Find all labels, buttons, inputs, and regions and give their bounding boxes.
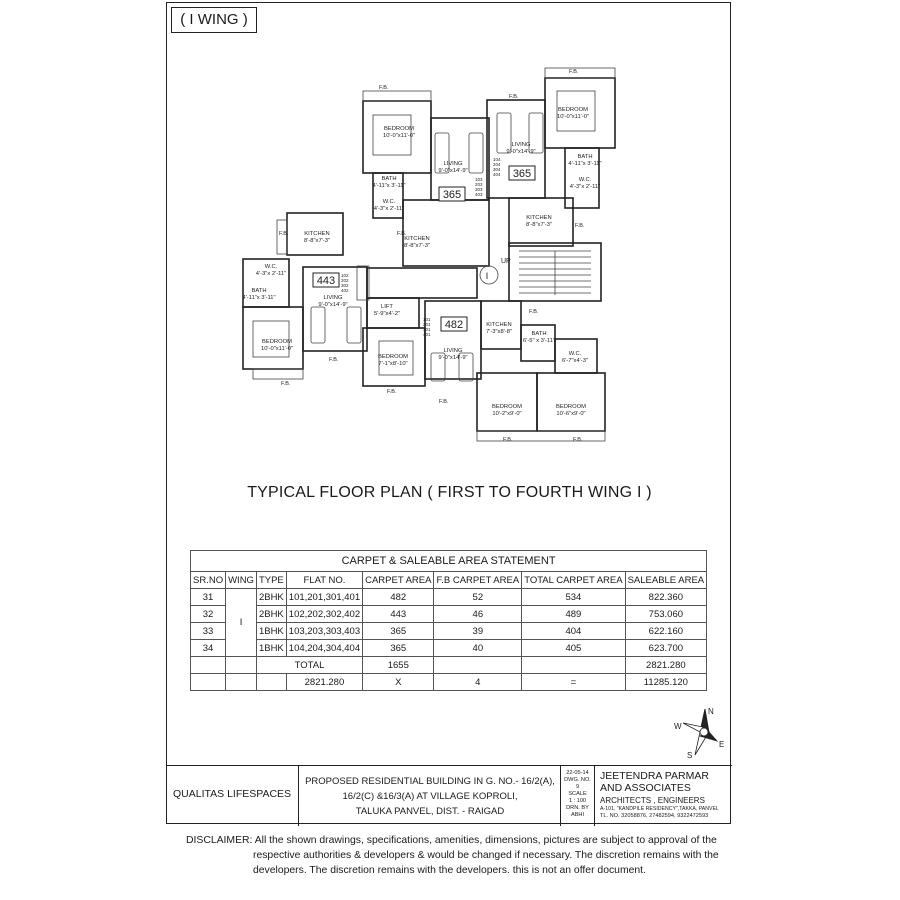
kitchen-wall [403,200,489,266]
drn-label: DRN. BY [566,805,589,811]
bedroom-wall [477,373,537,431]
cell-wing: I [226,589,257,657]
room-dim: 4'-3"x 2'-11" [569,184,601,190]
fb-label: F.B. [281,381,291,387]
room-name: KITCHEN [404,236,430,242]
stack-label: 303 [475,187,483,192]
col-header: TYPE [256,572,286,589]
cell-saleable: 623.700 [625,640,707,657]
fb-label: F.B. [503,437,513,443]
room-name: LIVING [511,142,531,148]
drn-value: ABHI [570,812,585,818]
fb-label: F.B. [529,309,539,315]
cell-calc-op: X [363,674,434,691]
stack-label: 104 [493,157,501,162]
room-dim: 5'-9"x4'-2" [374,311,400,317]
dwg-no: 9 [575,784,580,790]
firm-name: AND ASSOCIATES [600,782,691,794]
table-row [191,589,707,606]
cell-sr: 31 [191,589,226,606]
cell-saleable: 753.060 [625,606,707,623]
compass-e: E [719,740,725,749]
cell-empty [522,657,625,674]
table-row [191,623,707,640]
stack-label: 204 [493,162,501,167]
wing-circle-label: I [485,271,489,281]
cell-carpet: 365 [363,640,434,657]
drawing-date: 22-05-14 [566,770,589,776]
firm-cell [595,766,732,826]
cell-saleable: 622.160 [625,623,707,640]
drawing-info-cell [561,766,595,826]
area-statement-table [190,550,707,691]
client-name: QUALITAS LIFESPACES [173,788,292,800]
dwg-label: DWG. NO. [564,777,591,783]
room-dim: 8'-8"x7'-3" [404,243,430,249]
cell-total-label: TOTAL [256,657,362,674]
cell-total: 404 [522,623,625,640]
col-header: TOTAL CARPET AREA [522,572,625,589]
fb-label: F.B. [329,357,339,363]
cell-flats: 103,203,303,403 [286,623,362,640]
cell-total-carpet: 1655 [363,657,434,674]
table-header-row [191,572,707,589]
stack-label: 201 [423,322,431,327]
col-header: F.B CARPET AREA [434,572,522,589]
room-dim: 10'-2"x9'-0" [492,411,522,417]
lobby-wall [367,268,477,298]
cell-total-saleable: 2821.280 [625,657,707,674]
room-name: BEDROOM [378,354,408,360]
cell-sr: 33 [191,623,226,640]
room-dim: 9'-0"x14'-9" [506,149,536,155]
room-name: BEDROOM [492,404,522,410]
fb-label: F.B. [379,85,389,91]
room-dim: 7'-3"x8'-8" [486,329,512,335]
room-name: LIVING [443,348,463,354]
room-name: W.C. [568,351,582,357]
room-dim: 4'-3"x 2'-11" [373,206,405,212]
col-header: CARPET AREA [363,572,434,589]
stack-label: 402 [341,288,349,293]
cell-fb: 46 [434,606,522,623]
room-name: KITCHEN [526,215,552,221]
cell-fb: 40 [434,640,522,657]
fb-label: F.B. [573,437,583,443]
cell-total: 489 [522,606,625,623]
cell-type: 1BHK [256,640,286,657]
cell-calc-result: 11285.120 [625,674,707,691]
room-name: BATH [577,154,593,160]
room-dim: 4'-11"x 3'-11" [242,295,276,301]
table-calc-row [191,674,707,691]
col-header: SALEABLE AREA [625,572,707,589]
fb-label: F.B. [569,69,579,75]
compass-n: N [708,707,714,716]
cell-empty [226,657,257,674]
north-compass-icon [673,705,727,759]
cell-sr: 34 [191,640,226,657]
cell-empty [191,657,226,674]
room-dim: 9'-0"x14'-9" [438,355,468,361]
project-line: TALUKA PANVEL, DIST. - RAIGAD [355,806,505,817]
fb-label: F.B. [279,231,289,237]
cell-saleable: 822.360 [625,589,707,606]
fb-label: F.B. [509,94,519,100]
room-dim: 6'-5" x 3'-11" [523,338,555,344]
cell-empty [191,674,226,691]
flat-number: 365 [512,168,532,180]
firm-address: A-101, "KANDPILE RESIDENCY",TAKKA, PANVEL [600,806,719,812]
stack-label: 403 [475,192,483,197]
floor-plan [167,63,732,443]
disclaimer-line: respective authorities & developers & would be changed if necessary. The discretion remains with the [253,850,719,861]
stack-label: 304 [493,167,501,172]
cell-empty [226,674,257,691]
title-block [167,765,732,826]
col-header: WING [226,572,257,589]
room-name: KITCHEN [486,322,512,328]
room-dim: 8'-8"x7'-3" [526,222,552,228]
room-dim: 10'-0"x11'-0" [556,114,590,120]
cell-fb: 39 [434,623,522,640]
stack-label: 202 [341,278,349,283]
drawing-sheet [166,2,731,824]
room-dim: 9'-0"x14'-9" [318,302,348,308]
table-caption: CARPET & SALEABLE AREA STATEMENT [190,550,707,571]
cell-empty [434,657,522,674]
room-name: KITCHEN [304,231,330,237]
up-label: UP [501,258,511,265]
room-dim: 10'-0"x11'-0" [382,133,416,139]
flat-number: 365 [442,189,462,201]
flat-number: 482 [444,319,464,331]
room-name: BEDROOM [558,107,588,113]
cell-flats: 104,204,304,404 [286,640,362,657]
disclaimer-line: developers. The discretion remains with the developers. this is not an offer document. [253,865,646,876]
project-line: PROPOSED RESIDENTIAL BUILDING IN G. NO.- 16/2(A), [305,776,555,787]
room-name: BATH [381,176,397,182]
cell-flats: 101,201,301,401 [286,589,362,606]
cell-carpet: 365 [363,623,434,640]
room-dim: 4'-3"x 2'-11" [255,271,287,277]
cell-type: 2BHK [256,589,286,606]
room-name: LIVING [443,161,463,167]
project-line: 16/2(C) &16/3(A) AT VILLAGE KOPROLI, [342,791,518,802]
cell-sr: 32 [191,606,226,623]
room-name: W.C. [264,264,278,270]
room-dim: 4'-11"x 3'-11" [372,183,406,189]
room-dim: 6'-7"x4'-3" [562,358,588,364]
stack-label: 401 [423,332,431,337]
stack-label: 102 [341,273,349,278]
room-name: LIVING [323,295,343,301]
fb-label: F.B. [575,223,585,229]
wing-tag: ( I WING ) [171,7,257,33]
cell-flats: 102,202,302,402 [286,606,362,623]
cell-type: 2BHK [256,606,286,623]
cell-calc-a: 2821.280 [286,674,362,691]
client-cell [167,766,299,826]
col-header: SR.NO [191,572,226,589]
disclaimer [186,833,726,878]
cell-total: 405 [522,640,625,657]
table-row [191,640,707,657]
room-name: BEDROOM [262,339,292,345]
cell-fb: 52 [434,589,522,606]
cell-calc-eq: = [522,674,625,691]
cell-calc-b: 4 [434,674,522,691]
fb-label: F.B. [397,231,407,237]
stack-label: 103 [475,177,483,182]
cell-carpet: 443 [363,606,434,623]
scale-label: SCALE [568,791,587,797]
project-cell [299,766,561,826]
room-name: BATH [531,331,547,337]
compass-s: S [687,751,693,759]
stack-label: 203 [475,182,483,187]
cell-total: 534 [522,589,625,606]
room-name: BATH [251,288,267,294]
stack-label: 301 [423,327,431,332]
stack-label: 302 [341,283,349,288]
room-name: BEDROOM [556,404,586,410]
cell-empty [256,674,286,691]
compass-w: W [674,722,682,731]
table-row [191,606,707,623]
fb-label: F.B. [439,399,449,405]
firm-name: JEETENDRA PARMAR [600,770,709,782]
cell-type: 1BHK [256,623,286,640]
flat-number: 443 [316,275,336,287]
bedroom-wall [537,373,605,431]
firm-telephone: TL. NO. 32058876, 27482594, 9322472593 [600,813,709,819]
cell-carpet: 482 [363,589,434,606]
room-dim: 9'-0"x14'-9" [438,168,468,174]
room-dim: 10'-6"x9'-0" [556,411,586,417]
room-name: W.C. [578,177,592,183]
room-name: W.C. [382,199,396,205]
stack-label: 101 [423,317,431,322]
firm-sub: ARCHITECTS , ENGINEERS [600,796,705,805]
room-name: BEDROOM [384,126,414,132]
col-header: FLAT NO. [286,572,362,589]
bedroom-wall [243,307,303,369]
room-dim: 8'-8"x7'-3" [304,238,330,244]
table-total-row [191,657,707,674]
room-dim: 7'-1"x8'-10" [378,361,408,367]
room-dim: 10'-0"x11'-0" [260,346,294,352]
stack-label: 404 [493,172,501,177]
room-name: LIFT [381,304,393,310]
plan-title: TYPICAL FLOOR PLAN ( FIRST TO FOURTH WING I ) [247,484,652,501]
scale-value: 1 : 100 [568,798,587,804]
room-dim: 4'-11"x 3'-11" [568,161,602,167]
fb-label: F.B. [387,389,397,395]
disclaimer-line: DISCLAIMER: All the shown drawings, specifications, amenities, dimensions, pictures are subject to approval of the [186,835,717,846]
bedroom-wall [545,78,615,148]
